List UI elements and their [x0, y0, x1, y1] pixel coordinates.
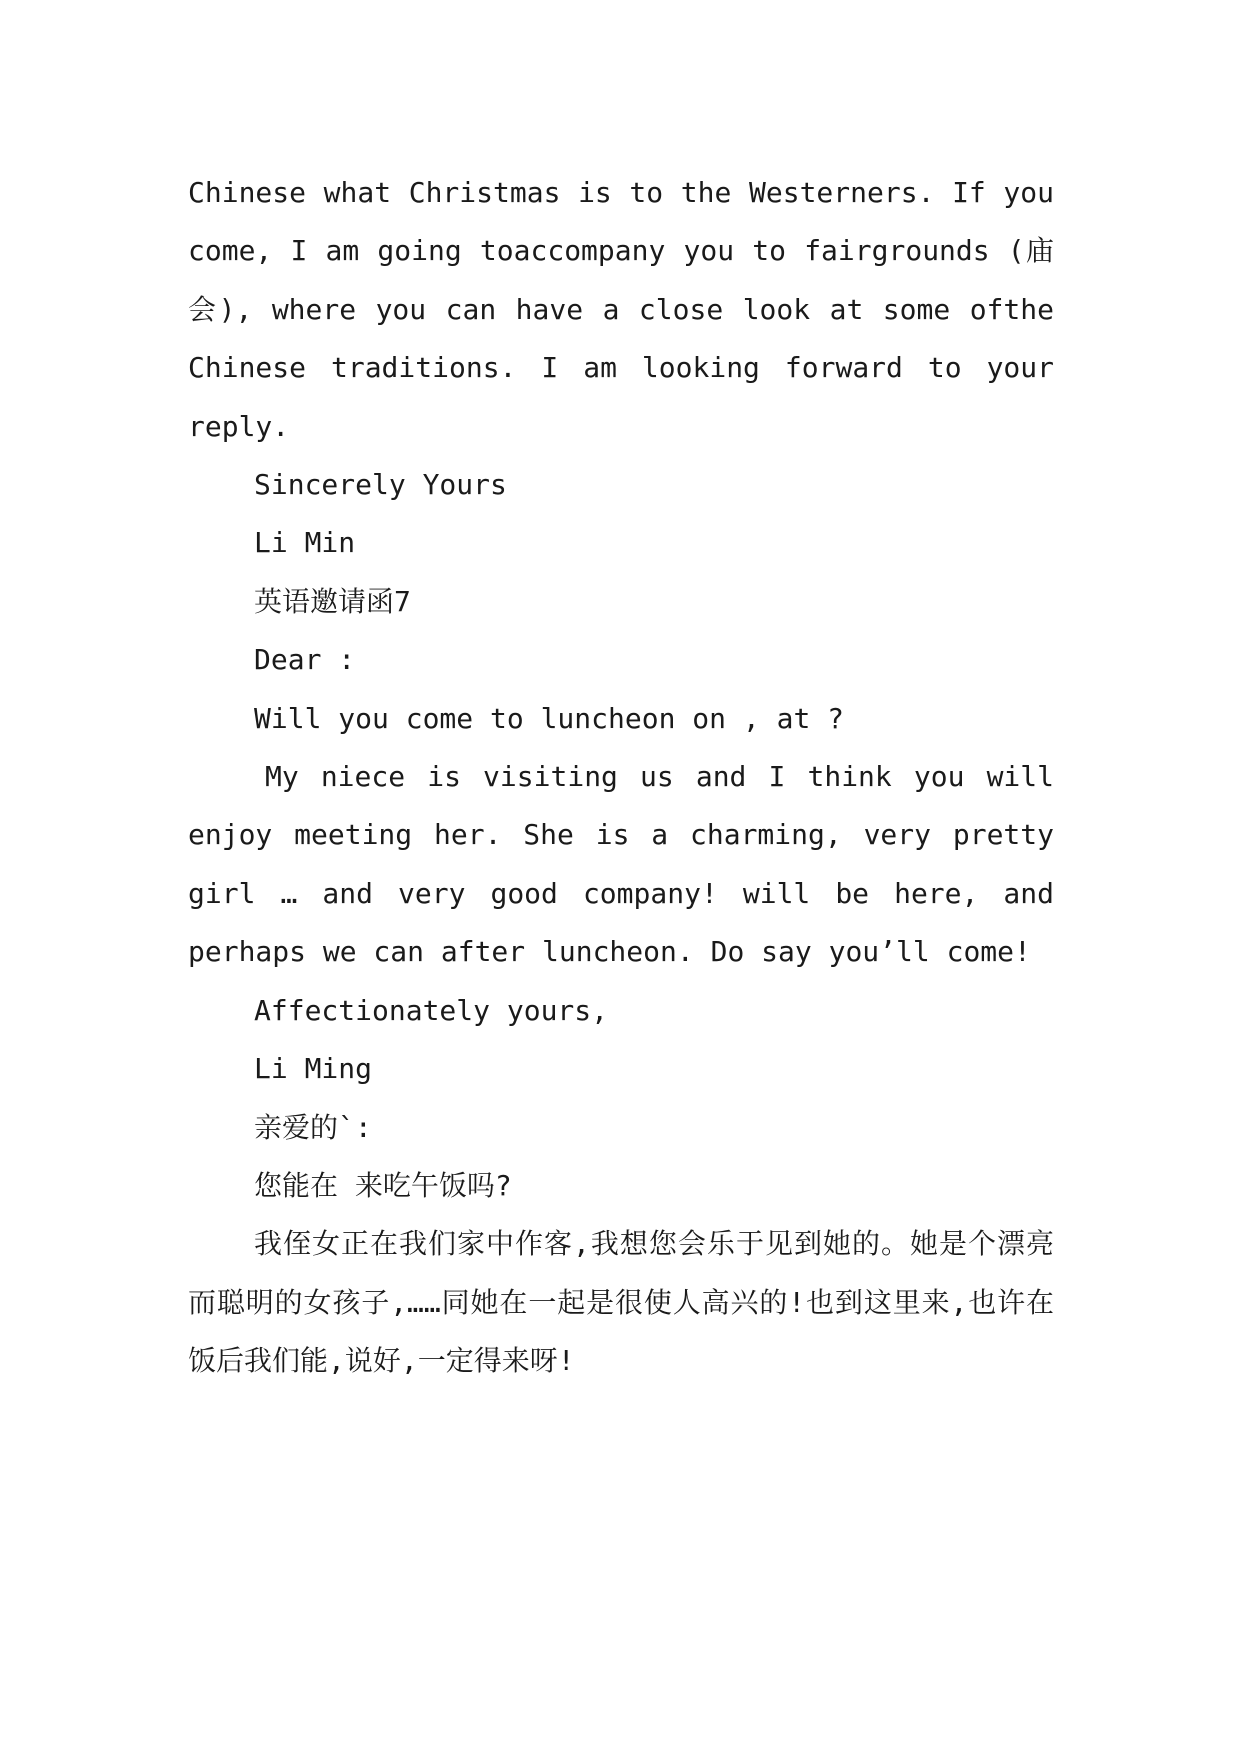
salutation-chinese: 亲爱的`:	[254, 1110, 372, 1144]
paragraph-invitation-ending: Chinese what Christmas is to the Westerners. If you come, I am going toaccompany you to fairgrounds (庙会), where you can have a close look at some ofthe Chinese traditions. I am looking forward to your reply.	[188, 176, 1054, 443]
section-heading: 英语邀请函7	[254, 584, 411, 618]
paragraph-chinese: 我侄女正在我们家中作客,我想您会乐于见到她的。她是个漂亮而聪明的女孩子,……同她在一起是很使人高兴的!也到这里来,也许在饭后我们能,说好,一定得来呀!	[188, 1227, 1054, 1378]
invitation-question-chinese: 您能在 来吃午饭吗?	[254, 1168, 512, 1202]
salutation-english: Dear :	[254, 643, 356, 677]
closing-sincerely: Sincerely Yours	[254, 468, 507, 502]
closing-affectionately: Affectionately yours,	[254, 993, 609, 1027]
document-body	[188, 164, 1054, 1391]
paragraph-niece-visit: My niece is visiting us and I think you will enjoy meeting her. She is a charming, very pretty girl … and very good company! will be here, and perhaps we can after luncheon. Do say you’ll come!	[188, 760, 1054, 969]
invitation-question-english: Will you come to luncheon on , at ?	[254, 701, 845, 735]
signature-li-min: Li Min	[254, 526, 356, 560]
signature-li-ming: Li Ming	[254, 1052, 373, 1086]
